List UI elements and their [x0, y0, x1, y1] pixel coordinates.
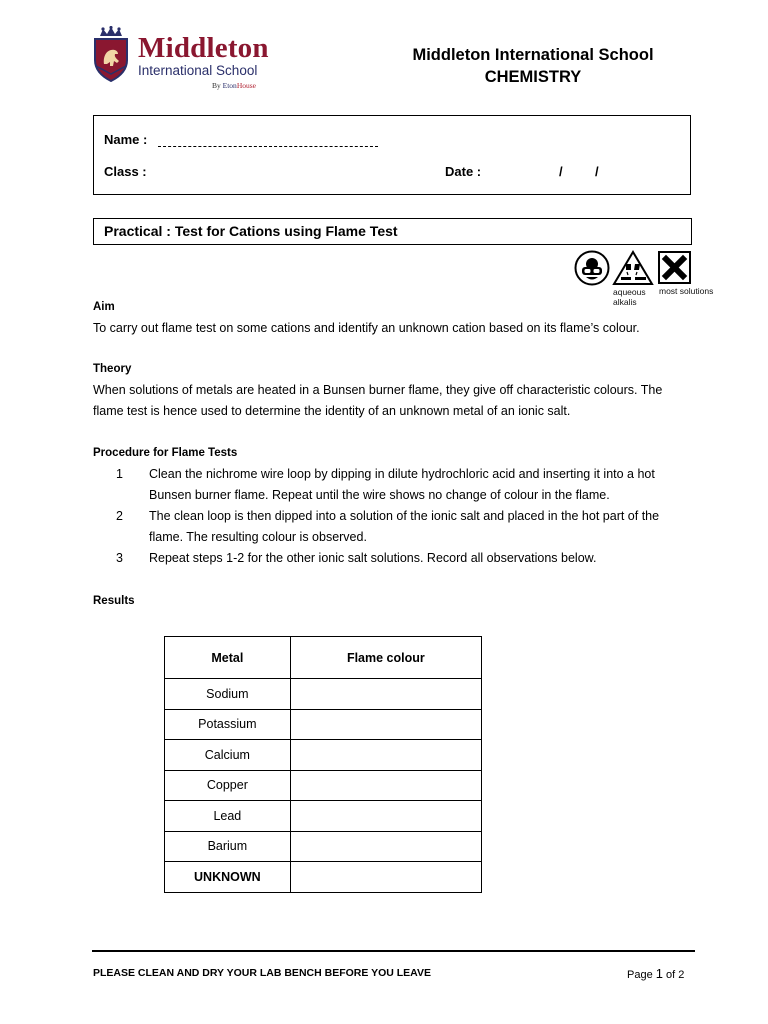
subject-title: CHEMISTRY: [484, 68, 582, 86]
metal-cell: Barium: [165, 831, 291, 862]
flame-colour-cell[interactable]: [290, 770, 481, 801]
flame-colour-cell[interactable]: [290, 709, 481, 740]
flame-colour-cell[interactable]: [290, 740, 481, 771]
metal-cell: Lead: [165, 801, 291, 832]
logo-byline: By EtonHouse: [212, 81, 256, 90]
results-heading: Results: [93, 595, 135, 607]
date-label: Date :: [445, 164, 482, 179]
flame-colour-cell[interactable]: [290, 679, 481, 710]
metal-cell: Sodium: [165, 679, 291, 710]
student-info-box: [93, 115, 691, 195]
flame-colour-cell[interactable]: [290, 831, 481, 862]
table-row: [165, 862, 482, 893]
theory-heading: Theory: [93, 363, 132, 375]
step-number: 3: [116, 551, 123, 565]
flame-colour-cell[interactable]: [290, 862, 481, 893]
results-table: [164, 636, 482, 893]
practical-title: Practical : Test for Cations using Flame Test: [93, 218, 692, 245]
step-number: 2: [116, 509, 123, 523]
column-header-flame-colour: Flame colour: [290, 637, 481, 679]
metal-cell: Calcium: [165, 740, 291, 771]
step-text: Clean the nichrome wire loop by dipping in dilute hydrochloric acid and inserting it into a hot: [149, 467, 655, 481]
metal-cell: Copper: [165, 770, 291, 801]
theory-text-line1: When solutions of metals are heated in a Bunsen burner flame, they give off characteristic colours. The: [93, 383, 663, 397]
table-row: [165, 831, 482, 862]
step-text: Bunsen burner flame. Repeat until the wire shows no change of colour in the flame.: [149, 488, 610, 502]
footer-notice: PLEASE CLEAN AND DRY YOUR LAB BENCH BEFORE YOU LEAVE: [93, 967, 431, 979]
table-row: [165, 709, 482, 740]
aim-heading: Aim: [93, 301, 115, 313]
step-text: Repeat steps 1-2 for the other ionic salt solutions. Record all observations below.: [149, 551, 597, 565]
table-row: [165, 679, 482, 710]
metal-cell-unknown: UNKNOWN: [165, 862, 291, 893]
table-row: [165, 770, 482, 801]
hazard-caption-alkalis: aqueous alkalis: [613, 287, 646, 307]
name-label: Name :: [104, 132, 148, 147]
table-header-row: [165, 637, 482, 679]
logo-wordmark: Middleton: [138, 32, 269, 64]
school-name: Middleton International School: [412, 46, 654, 64]
procedure-heading: Procedure for Flame Tests: [93, 447, 238, 459]
metal-cell: Potassium: [165, 709, 291, 740]
harmful-icon: [658, 251, 691, 284]
logo-subtitle: International School: [138, 63, 258, 78]
flame-colour-cell[interactable]: [290, 801, 481, 832]
theory-text-line2: flame test is hence used to determine the identity of an unknown metal of an ionic salt.: [93, 404, 571, 418]
school-crest-icon: [92, 26, 130, 82]
corrosive-icon: [612, 250, 654, 286]
column-header-metal: Metal: [165, 637, 291, 679]
step-number: 1: [116, 467, 123, 481]
step-text: flame. The resulting colour is observed.: [149, 530, 367, 544]
table-row: [165, 801, 482, 832]
step-text: The clean loop is then dipped into a solution of the ionic salt and placed in the hot part of the: [149, 509, 660, 523]
aim-text: To carry out flame test on some cations and identify an unknown cation based on its flame’s colour.: [93, 321, 640, 335]
class-label: Class :: [104, 164, 147, 179]
date-separator: /: [559, 164, 563, 179]
footer-divider: [92, 950, 695, 952]
goggles-icon: [574, 250, 610, 286]
school-title: [390, 44, 676, 88]
date-separator: /: [595, 164, 599, 179]
page-indicator: Page 1 of 2: [627, 966, 685, 981]
hazard-caption-solutions: most solutions: [659, 286, 714, 296]
table-row: [165, 740, 482, 771]
name-field[interactable]: [158, 146, 378, 147]
